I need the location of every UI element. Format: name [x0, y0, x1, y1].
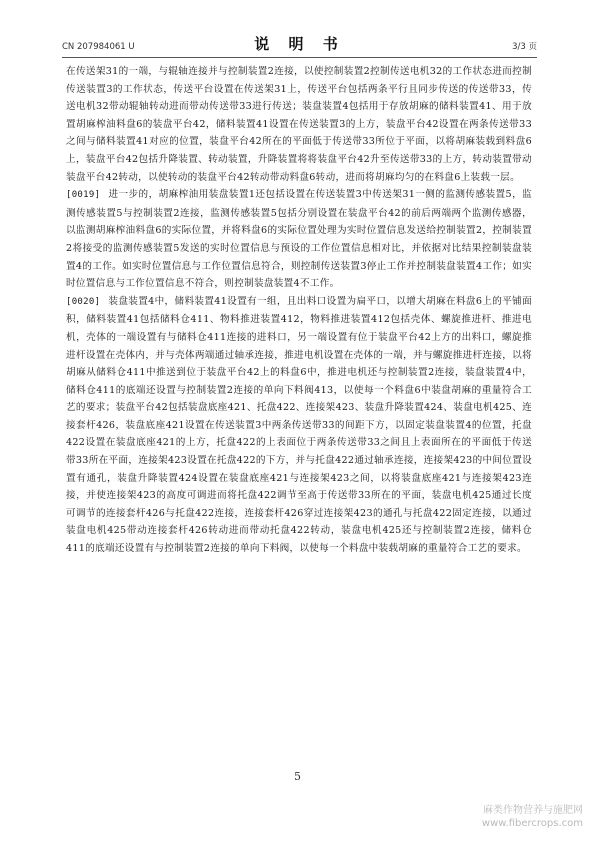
paragraph-0020: [66, 293, 532, 558]
paragraph-text: 在传送架31的一端，与辊轴连接并与控制装置2连接，以使控制装置2控制传送电机32的工作状态进而控制传送装置3的工作状态，传送平台设置在传送架31上，传送平台包括两条平行且同步传送的传送带33，传送电机32带动辊轴转动进而带动传送带33进行传送；装盘装置4包括用于存放胡麻的储料装置41、用于放置胡麻榨油料盘6的装盘平台42，储料装置41设置在传送装置3的上方，装盘平台42设置在两条传送带33之间与储料装置41对应的位置，装盘平台42所在的平面低于传送带33所位于平面，以将胡麻装载到料盘6上，装盘平台42包括升降装置、转动装置，升降装置将将装盘平台42升至传送带33的上方，转动装置带动装盘平台42转动，以使转动的装盘平台42转动带动料盘6转动，进而将胡麻均匀的在料盘6上装载一层。: [66, 66, 532, 183]
document-title: 说 明 书: [254, 35, 345, 53]
paragraph-continued: [66, 63, 532, 186]
paragraph-number: [0020]: [66, 296, 101, 307]
paragraph-text: 装盘装置4中，储料装置41设置有一组，且出料口设置为扁平口，以增大胡麻在料盘6上的平铺面积，储料装置41包括储料仓411、物料推进装置412，物料推进装置412包括壳体、螺旋推进杆、推进电机，壳体的一端设置有与储料仓411连接的进料口，另一端设置有位于装盘平台42上方的出料口，螺旋推进杆设置在壳体内，并与壳体两端通过轴承连接，推进电机设置在壳体的一端，并与螺旋推进杆连接，以将胡麻从储料仓411中推送到位于装盘平台42上的料盘6中，推进电机还与控制装置2连接，装盘装置4中，储料仓411的底端还设置与控制装置2连接的单向下料阀413，以使每一个料盘6中装盘胡麻的重量符合工艺的要求；装盘平台42包括装盘底座421、托盘422、连接架423、装盘升降装置424、装盘电机425、连接套杆426，装盘底座421设置在传送装置3中两条传送带33的间距下方，以固定装盘装置4的位置，托盘422设置在装盘底座421的上方，托盘422的上表面位于两条传送带33之间且上表面所在的平面低于传送带33所在平面，连接架423设置在托盘422的下方，并与托盘422通过轴承连接，连接架423的中间位置设置有通孔，装盘升降装置424设置在装盘底座421与连接架423之间，以将装盘底座421与连接架423连接，并使连接架423的高度可调进而将托盘422调节至高于传送带33所在的平面，装盘电机425通过长度可调节的连接套杆426与托盘422连接，连接套杆426穿过连接架423的通孔与托盘422固定连接，以通过装盘电机425带动连接套杆426转动进而带动托盘422转动，装盘电机425还与控制装置2连接，储料仓411的底端还设置有与控制装置2连接的单向下料阀，以使每一个料盘中装载胡麻的重量符合工艺的要求。: [66, 295, 532, 555]
page-header: [62, 34, 537, 54]
header-divider: [62, 57, 537, 58]
site-watermark: [463, 804, 583, 830]
page-indicator: 3/3 页: [512, 42, 537, 52]
document-number: CN 207984061 U: [62, 42, 135, 52]
paragraph-number: [0019]: [66, 190, 101, 201]
body-text: [66, 63, 532, 558]
paragraph-text: 进一步的，胡麻榨油用装盘装置1还包括设置在传送装置3中传送架31一侧的监测传感装置5，监测传感装置5与控制装置2连接，监测传感装置5包括分别设置在装盘平台42的前后两端两个监测传感器，以监测胡麻榨油料盘6的实际位置，并将料盘6的实际位置处理为实时位置信息发送给控制装置2，控制装置2将接受的监测传感装置5发送的实时位置信息与预设的工作位置信息相对比，并依据对比结果控制装盘装置4的工作。如实时位置信息与工作位置信息符合，则控制传送装置3停止工作并控制装盘装置4工作；如实时位置信息与工作位置信息不符合，则控制装盘装置4不工作。: [66, 189, 532, 290]
watermark-name: 麻类作物营养与施肥网: [483, 805, 583, 816]
paragraph-0019: [66, 186, 532, 293]
watermark-url: www.fibercrops.com: [481, 818, 583, 829]
page-number: 5: [294, 770, 301, 783]
